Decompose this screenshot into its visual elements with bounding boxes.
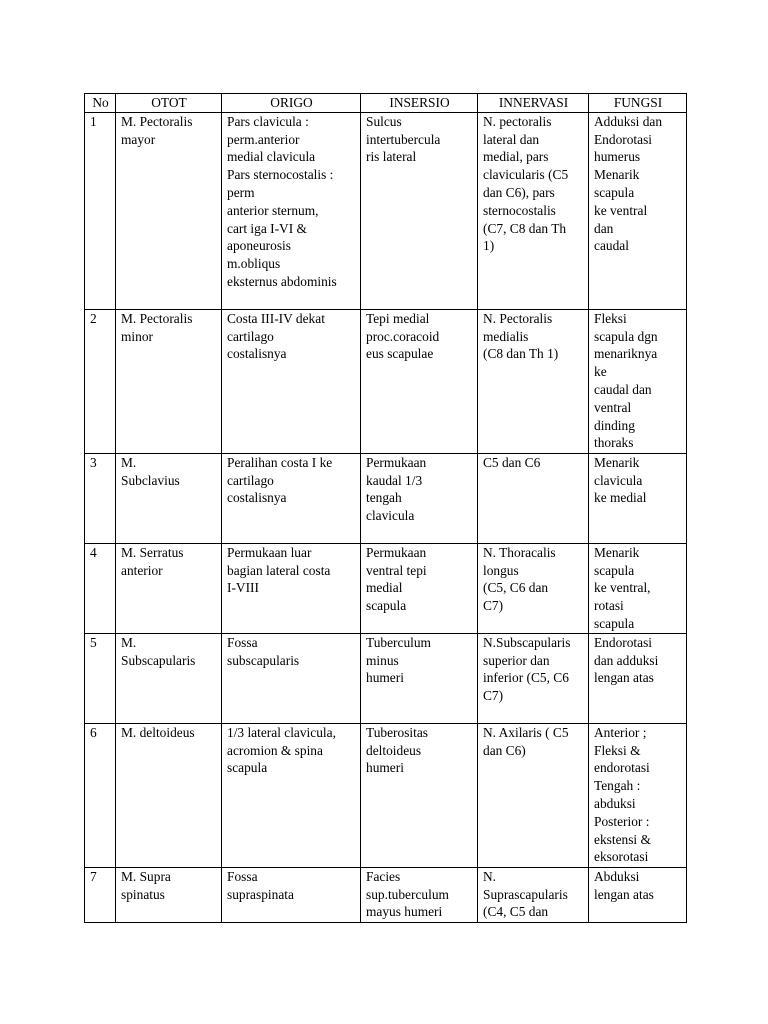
header-fungsi: FUNGSI xyxy=(589,94,687,113)
table-row xyxy=(85,633,687,723)
header-insersio: INSERSIO xyxy=(361,94,478,113)
cell-origo: Peralihan costa I ke cartilago costalisnya xyxy=(222,453,361,543)
cell-insersio: Tepi medial proc.coracoid eus scapulae xyxy=(361,309,478,453)
cell-fungsi: Menarik scapula ke ventral, rotasi scapula xyxy=(589,543,687,633)
cell-no: 4 xyxy=(85,543,116,633)
cell-origo: Costa III-IV dekat cartilago costalisnya xyxy=(222,309,361,453)
cell-origo: Fossa supraspinata xyxy=(222,867,361,922)
table-row xyxy=(85,309,687,453)
cell-no: 5 xyxy=(85,633,116,723)
table-row xyxy=(85,453,687,543)
cell-insersio: Permukaan ventral tepi medial scapula xyxy=(361,543,478,633)
table-row xyxy=(85,543,687,633)
cell-innervasi: N. Thoracalis longus (C5, C6 dan C7) xyxy=(478,543,589,633)
cell-no: 2 xyxy=(85,309,116,453)
cell-fungsi: Endorotasi dan adduksi lengan atas xyxy=(589,633,687,723)
cell-no: 6 xyxy=(85,723,116,867)
cell-no: 3 xyxy=(85,453,116,543)
cell-innervasi: N.Subscapularis superior dan inferior (C5, C6 C7) xyxy=(478,633,589,723)
cell-insersio: Facies sup.tuberculum mayus humeri xyxy=(361,867,478,922)
cell-origo: 1/3 lateral clavicula, acromion & spina scapula xyxy=(222,723,361,867)
cell-fungsi: Adduksi dan Endorotasi humerus Menarik scapula ke ventral dan caudal xyxy=(589,112,687,309)
cell-fungsi: Menarik clavicula ke medial xyxy=(589,453,687,543)
cell-no: 1 xyxy=(85,112,116,309)
cell-otot: M. Supra spinatus xyxy=(116,867,222,922)
cell-otot: M. deltoideus xyxy=(116,723,222,867)
cell-fungsi: Anterior ; Fleksi & endorotasi Tengah : abduksi Posterior : ekstensi & eksorotasi xyxy=(589,723,687,867)
header-row xyxy=(85,94,687,113)
cell-insersio: Tuberositas deltoideus humeri xyxy=(361,723,478,867)
cell-origo: Permukaan luar bagian lateral costa I-VIII xyxy=(222,543,361,633)
cell-insersio: Sulcus intertubercula ris lateral xyxy=(361,112,478,309)
cell-fungsi: Abduksi lengan atas xyxy=(589,867,687,922)
table-row xyxy=(85,867,687,922)
cell-innervasi: N. Pectoralis medialis (C8 dan Th 1) xyxy=(478,309,589,453)
cell-innervasi: N. Axilaris ( C5 dan C6) xyxy=(478,723,589,867)
cell-innervasi: N. Suprascapularis (C4, C5 dan xyxy=(478,867,589,922)
header-innervasi: INNERVASI xyxy=(478,94,589,113)
cell-innervasi: C5 dan C6 xyxy=(478,453,589,543)
cell-otot: M. Pectoralis minor xyxy=(116,309,222,453)
muscle-table xyxy=(84,93,687,923)
cell-no: 7 xyxy=(85,867,116,922)
cell-otot: M. Serratus anterior xyxy=(116,543,222,633)
cell-insersio: Permukaan kaudal 1/3 tengah clavicula xyxy=(361,453,478,543)
header-otot: OTOT xyxy=(116,94,222,113)
cell-otot: M. Subclavius xyxy=(116,453,222,543)
cell-insersio: Tuberculum minus humeri xyxy=(361,633,478,723)
cell-innervasi: N. pectoralis lateral dan medial, pars clavicularis (C5 dan C6), pars sternocostalis (C7, C8 dan Th 1) xyxy=(478,112,589,309)
cell-origo: Fossa subscapularis xyxy=(222,633,361,723)
table-row xyxy=(85,723,687,867)
table-row xyxy=(85,112,687,309)
header-origo: ORIGO xyxy=(222,94,361,113)
cell-origo: Pars clavicula : perm.anterior medial clavicula Pars sternocostalis : perm anterior sternum, cart iga I-VI & aponeurosis m.obliqus eksternus abdominis xyxy=(222,112,361,309)
cell-fungsi: Fleksi scapula dgn menariknya ke caudal dan ventral dinding thoraks xyxy=(589,309,687,453)
header-no: No xyxy=(85,94,116,113)
cell-otot: M. Subscapularis xyxy=(116,633,222,723)
cell-otot: M. Pectoralis mayor xyxy=(116,112,222,309)
